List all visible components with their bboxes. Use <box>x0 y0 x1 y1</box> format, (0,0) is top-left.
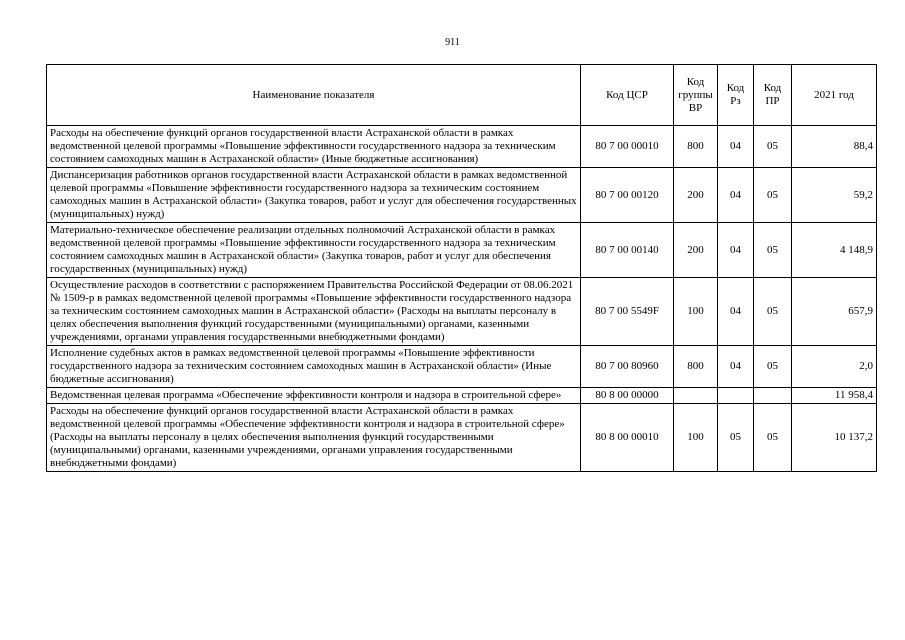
row-vr: 100 <box>674 278 718 346</box>
row-rz <box>718 388 754 404</box>
row-csr: 80 7 00 00120 <box>581 168 674 223</box>
row-name: Материально-техническое обеспечение реализации отдельных полномочий Астраханской области в рамках ведомственной целевой программы «Повышение эффективности государственного надзора за техническим состоянием самоходных машин в Астраханской области» (Закупка товаров, работ и услуг для обеспечения государственных (муниципальных) нужд) <box>47 223 581 278</box>
row-amount: 11 958,4 <box>792 388 877 404</box>
row-amount: 10 137,2 <box>792 404 877 472</box>
table-row <box>47 404 877 472</box>
row-name: Ведомственная целевая программа «Обеспечение эффективности контроля и надзора в строительной сфере» <box>47 388 581 404</box>
table-header-row <box>47 65 877 126</box>
row-rz: 04 <box>718 168 754 223</box>
row-vr <box>674 388 718 404</box>
row-pr: 05 <box>754 168 792 223</box>
row-csr: 80 8 00 00010 <box>581 404 674 472</box>
row-amount: 88,4 <box>792 126 877 168</box>
row-rz: 04 <box>718 223 754 278</box>
row-rz: 05 <box>718 404 754 472</box>
row-pr: 05 <box>754 404 792 472</box>
budget-table <box>46 64 877 472</box>
row-name: Расходы на обеспечение функций органов государственной власти Астраханской области в рамках ведомственной целевой программы «Обеспечение эффективности контроля и надзора в строительной сфере» (Расходы на выплаты персоналу в целях обеспечения выполнения функций государственными (муниципальными) органами, казенными учреждениями, органами управления государственными внебюджетными фондами) <box>47 404 581 472</box>
row-pr: 05 <box>754 278 792 346</box>
table-row <box>47 168 877 223</box>
row-pr <box>754 388 792 404</box>
row-vr: 200 <box>674 223 718 278</box>
table-row <box>47 223 877 278</box>
table-row <box>47 126 877 168</box>
row-pr: 05 <box>754 346 792 388</box>
row-csr: 80 7 00 00140 <box>581 223 674 278</box>
row-amount: 657,9 <box>792 278 877 346</box>
row-amount: 2,0 <box>792 346 877 388</box>
table-row <box>47 346 877 388</box>
row-name: Диспансеризация работников органов государственной власти Астраханской области в рамках ведомственной целевой программы «Повышение эффективности государственного надзора за техническим состоянием самоходных машин в Астраханской области» (Закупка товаров, работ и услуг для обеспечения государственных (муниципальных) нужд) <box>47 168 581 223</box>
row-rz: 04 <box>718 126 754 168</box>
header-vr-group-code: Код группы ВР <box>674 65 718 126</box>
row-amount: 4 148,9 <box>792 223 877 278</box>
row-vr: 800 <box>674 346 718 388</box>
row-amount: 59,2 <box>792 168 877 223</box>
header-pr-code: Код ПР <box>754 65 792 126</box>
page-number: 911 <box>445 37 460 48</box>
table-row <box>47 278 877 346</box>
row-name: Исполнение судебных актов в рамках ведомственной целевой программы «Повышение эффективности государственного надзора за техническим состоянием самоходных машин в Астраханской области» (Иные бюджетные ассигнования) <box>47 346 581 388</box>
row-vr: 100 <box>674 404 718 472</box>
header-rz-code: Код Рз <box>718 65 754 126</box>
row-rz: 04 <box>718 346 754 388</box>
row-csr: 80 7 00 80960 <box>581 346 674 388</box>
row-csr: 80 7 00 00010 <box>581 126 674 168</box>
header-year-2021: 2021 год <box>792 65 877 126</box>
row-vr: 800 <box>674 126 718 168</box>
row-rz: 04 <box>718 278 754 346</box>
header-indicator-name: Наименование показателя <box>47 65 581 126</box>
table-row <box>47 388 877 404</box>
header-csr-code: Код ЦСР <box>581 65 674 126</box>
row-csr: 80 7 00 5549F <box>581 278 674 346</box>
row-csr: 80 8 00 00000 <box>581 388 674 404</box>
row-pr: 05 <box>754 126 792 168</box>
row-pr: 05 <box>754 223 792 278</box>
row-name: Осуществление расходов в соответствии с распоряжением Правительства Российской Федерации от 08.06.2021 № 1509-р в рамках ведомственной целевой программы «Повышение эффективности государственного надзора за техническим состоянием самоходных машин в Астраханской области» (Расходы на выплаты персоналу в целях обеспечения выполнения функций государственными (муниципальными) органами, казенными учреждениями, органами управления государственными внебюджетными фондами) <box>47 278 581 346</box>
row-name: Расходы на обеспечение функций органов государственной власти Астраханской области в рамках ведомственной целевой программы «Повышение эффективности государственного надзора за техническим состоянием самоходных машин в Астраханской области» (Иные бюджетные ассигнования) <box>47 126 581 168</box>
row-vr: 200 <box>674 168 718 223</box>
